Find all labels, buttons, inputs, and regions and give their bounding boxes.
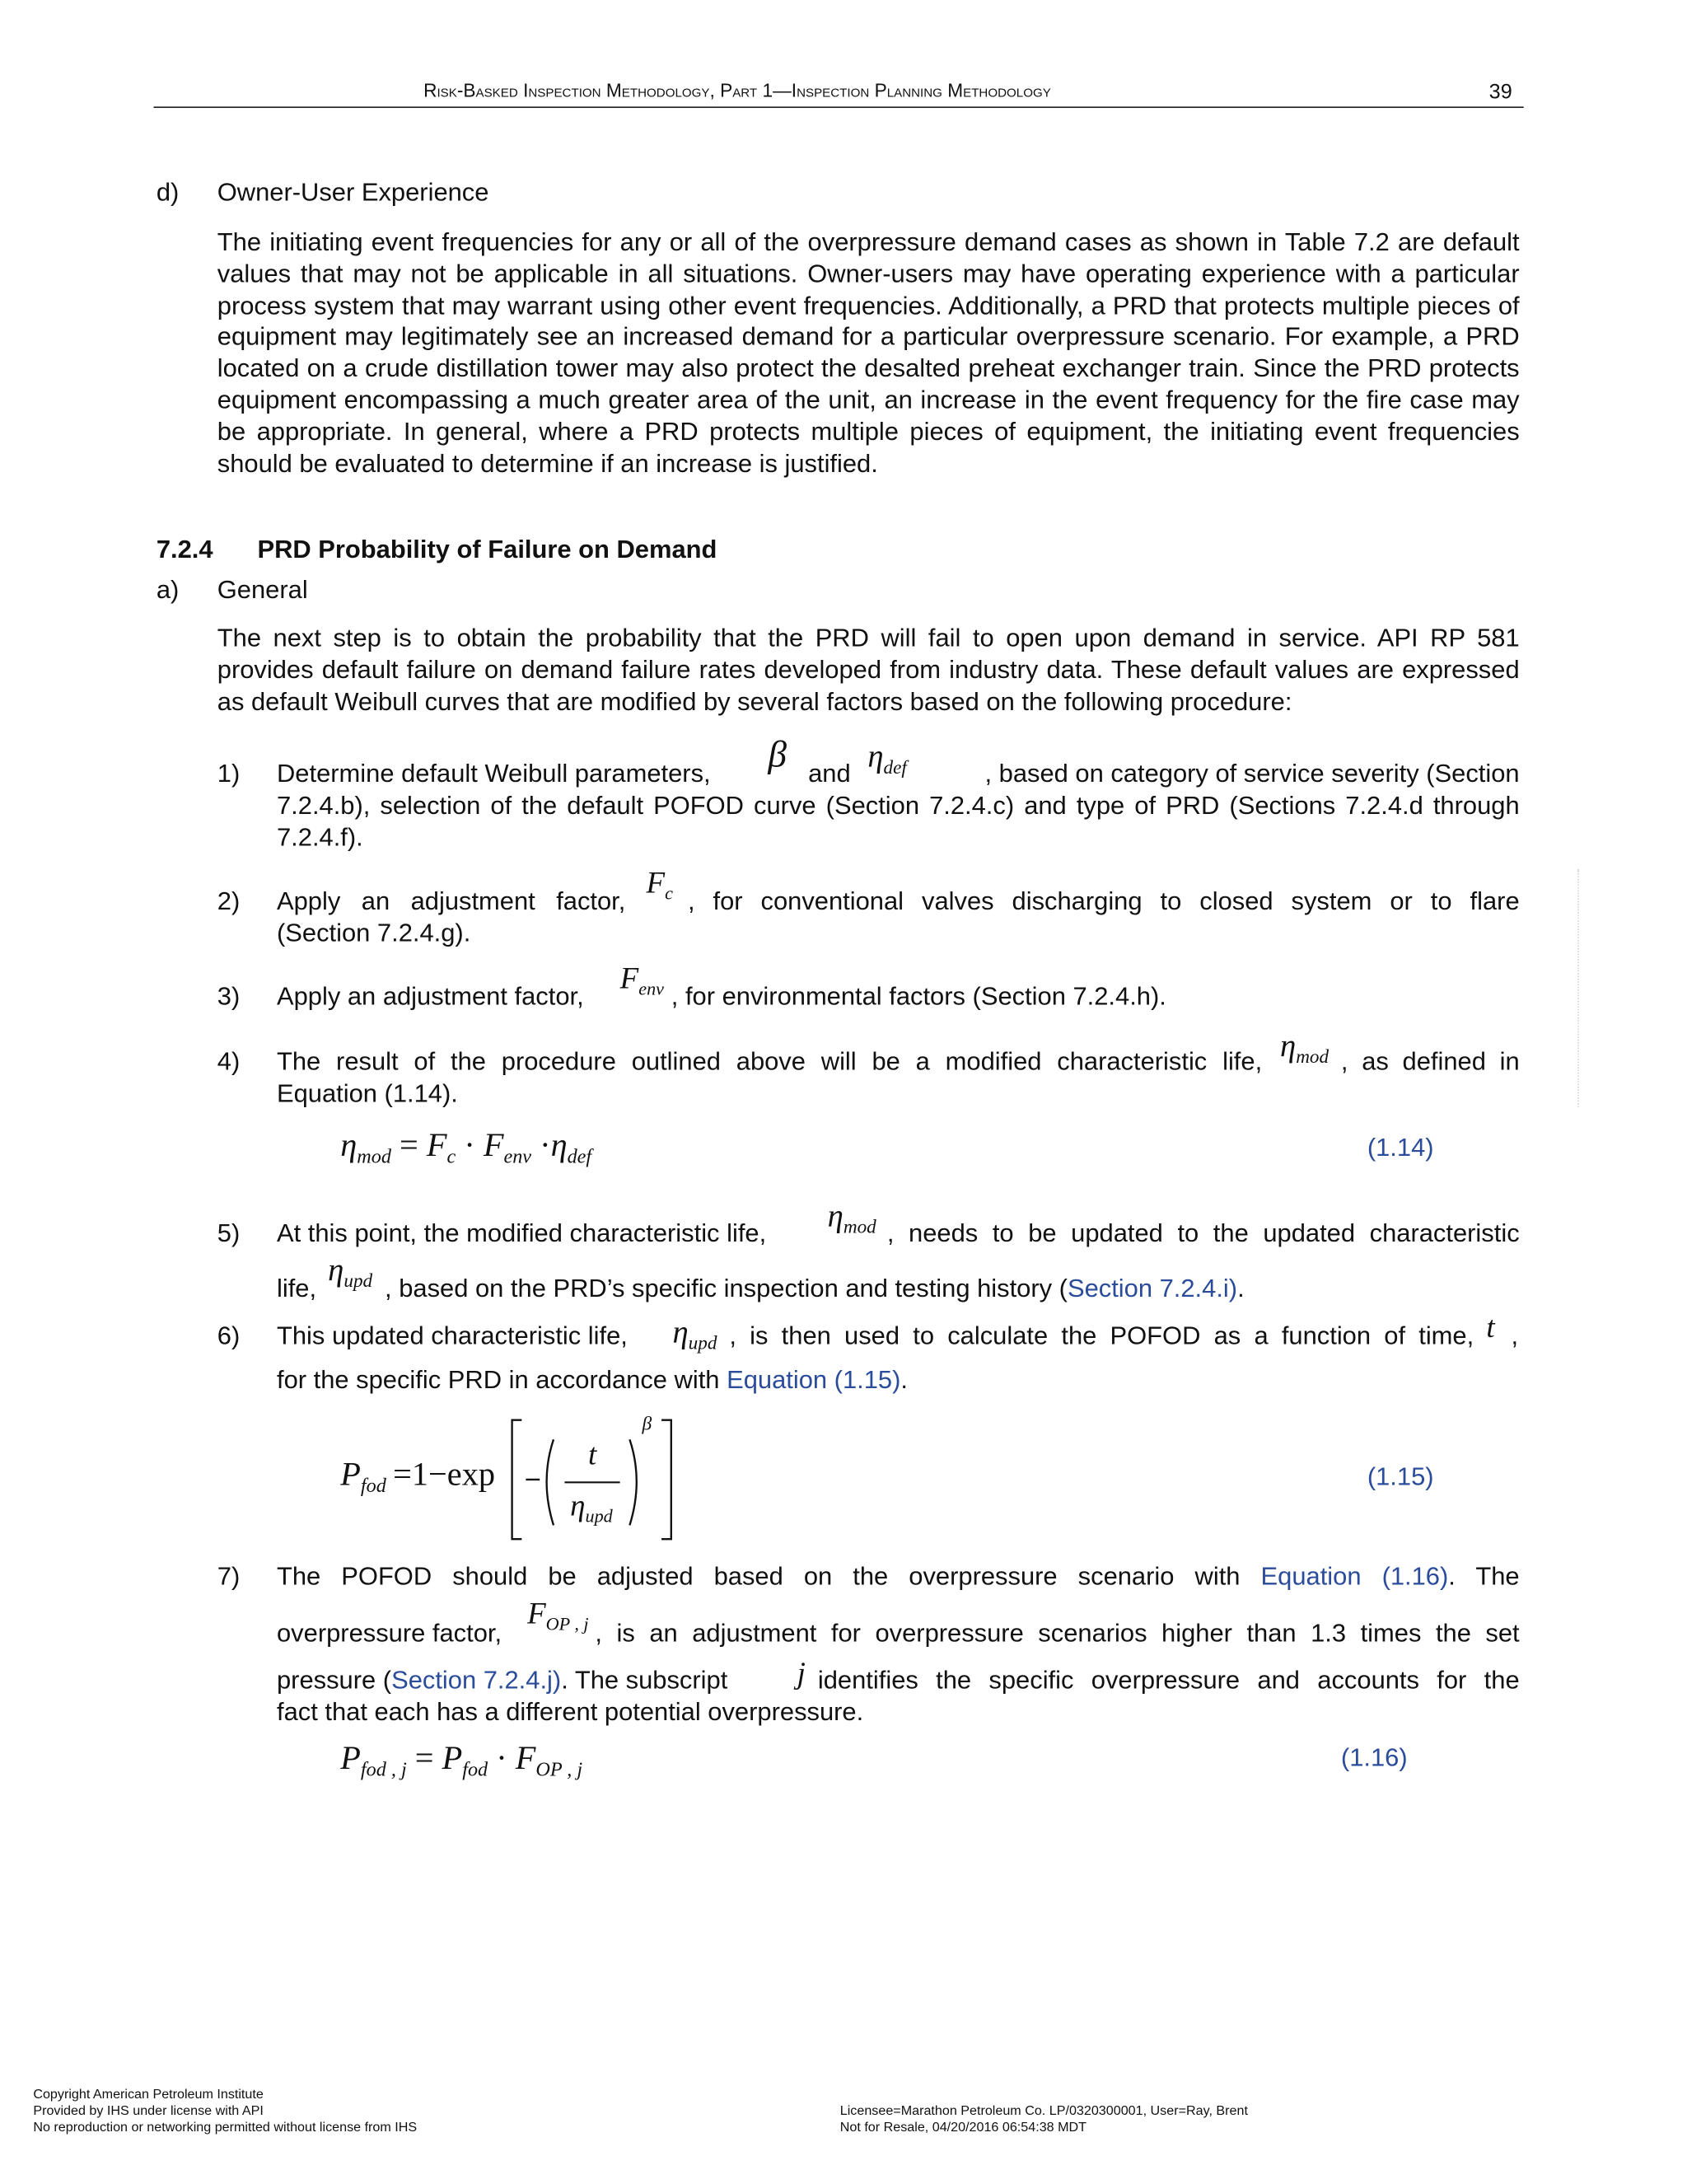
step-7-text-e: pressure (Section 7.2.4.j). The subscript (277, 1665, 728, 1695)
eta-mod-symbol: $\eta_{mod}$ (1280, 1028, 1330, 1067)
step-2-text-a: Apply an adjustment factor, (277, 886, 626, 915)
step-4-text-a: The result of the procedure outlined above will be a modified characteristic life, (277, 1046, 1263, 1076)
fenv-symbol: $F_{env}$ (619, 960, 665, 999)
step-2-number: 2) (217, 886, 241, 915)
running-header-title: Risk-Basked Inspection Methodology, Part 1—Inspection Planning Methodology (423, 80, 1051, 101)
step-3-text-a: Apply an adjustment factor, (277, 981, 584, 1011)
section-number: 7.2.4 (156, 534, 213, 564)
eta-def-symbol: $\eta_{def}$ (867, 739, 907, 778)
footer-line: No reproduction or networking permitted without license from IHS (33, 2120, 418, 2136)
step-4-number: 4) (217, 1046, 241, 1076)
section-7-2-4-i-link[interactable]: Section 7.2.4.i) (1067, 1273, 1238, 1302)
step-7-number: 7) (217, 1561, 241, 1591)
step-4-text-rest: Equation (1.14). (277, 1078, 458, 1107)
equation-number-1-14: (1.14) (1367, 1132, 1434, 1162)
section-heading: PRD Probability of Failure on Demand (257, 534, 717, 564)
pfod-lhs: $P_{fod}$ (340, 1457, 386, 1498)
step-7-text-d: , is an adjustment for overpressure scenarios higher than 1.3 times the set (595, 1617, 1520, 1648)
eta-upd-symbol: $\eta_{upd}$ (328, 1252, 373, 1292)
step-1-number: 1) (217, 758, 241, 788)
step-6-text-d: for the specific PRD in accordance with Equation (1.15). (277, 1364, 909, 1394)
equation-rhs: =1−exp (393, 1457, 496, 1494)
step-5-text-a: At this point, the modified characteristic life, (277, 1218, 767, 1247)
t-numerator: t (588, 1436, 597, 1471)
step-2-text-rest: (Section 7.2.4.g). (277, 917, 471, 947)
footer-right (840, 2104, 1248, 2137)
step-6-number: 6) (217, 1320, 241, 1349)
step-5-text-b: , needs to be updated to the updated characteristic (886, 1218, 1520, 1247)
section-a-paragraph: The next step is to obtain the probability that the PRD will fail to open upon demand in service. API RP 581 provides default failure on demand failure rates developed from industry data. These default values are expressed as default Weibull curves that are modified by several factors based on the following procedure: (217, 623, 1520, 715)
step-6-text-a: This updated characteristic life, (277, 1320, 628, 1349)
step-1-text-a: Determine default Weibull parameters, (277, 758, 711, 788)
j-symbol: j (797, 1655, 806, 1691)
footer-line: Copyright American Petroleum Institute (33, 2087, 264, 2102)
fopj-symbol: $F_{OP , j}$ (527, 1596, 589, 1634)
equation-number-1-16: (1.16) (1340, 1742, 1408, 1772)
step-5-text-c: life, (277, 1273, 317, 1302)
step-5-text-d: , based on the PRD’s specific inspection and testing history (Section 7.2.4.i). (385, 1273, 1245, 1302)
footer-line: Licensee=Marathon Petroleum Co. LP/0320300001, User=Ray, Brent (839, 2103, 1248, 2120)
step-2-text-b: , for conventional valves discharging to closed system or to flare (687, 886, 1520, 915)
beta-symbol: β (768, 733, 787, 775)
list-marker-a: a) (156, 574, 180, 604)
eta-upd-denominator: $\eta_{upd}$ (570, 1488, 613, 1527)
step-4-text-b: , as defined in (1340, 1046, 1520, 1076)
equation-number-1-15: (1.15) (1367, 1461, 1434, 1491)
step-7-line-1: The POFOD should be adjusted based on the overpressure scenario with Equation (1.16). The (277, 1561, 1520, 1591)
beta-exponent: β (642, 1414, 652, 1436)
footer-line: Not for Resale, 04/20/2016 06:54:38 MDT (839, 2120, 1087, 2136)
step-1-text-c: , based on category of service severity (Section (984, 758, 1520, 788)
section-a-title: General (217, 574, 308, 604)
equation-1-15 (332, 1412, 692, 1545)
page-number: 39 (1488, 80, 1512, 104)
section-d-paragraph: The initiating event frequencies for any or all of the overpressure demand cases as shown in Table 7.2 are default values that may not be applicable in all situations. Owner-users may have operating experience with a particular process system that may warrant using other event frequencies. Additionally, a PRD that protects multiple pieces of equipment may legitimately see an increased demand for a particular overpressure scenario. For example, a PRD located on a crude distillation tower may also protect the desalted preheat exchanger train. Since the PRD protects equipment encompassing a much greater area of the unit, an increase in the event frequency for the fire case may be appropriate. In general, where a PRD protects multiple pieces of equipment, the initiating event frequencies should be evaluated to determine if an increase is justified. (217, 227, 1520, 477)
step-5-number: 5) (217, 1218, 241, 1247)
eta-upd-symbol-step6: $\eta_{upd}$ (672, 1315, 717, 1354)
step-7-text-rest: fact that each has a different potential overpressure. (277, 1696, 864, 1726)
footer-left (33, 2087, 417, 2136)
list-marker-d: d) (156, 177, 180, 207)
section-d-title: Owner-User Experience (217, 177, 489, 207)
step-3-text-b: , for environmental factors (Section 7.2.4.h). (671, 981, 1166, 1011)
equation-1-14: $\eta_{mod} = F_c \cdot F_{env} \cdot\eta_{def}$ (340, 1128, 592, 1168)
equation-1-16: $P_{fod , j} = P_{fod} \cdot F_{OP , j}$ (340, 1741, 583, 1782)
fc-symbol: $F_c$ (646, 865, 674, 904)
margin-marks (1577, 869, 1582, 1107)
step-1-text-rest: 7.2.4.b), selection of the default POFOD curve (Section 7.2.4.c) and type of PRD (Sections 7.2.4.d through 7.2.4.f). (277, 790, 1520, 851)
step-3-number: 3) (217, 981, 241, 1011)
equation-1-16-link[interactable]: Equation (1.16) (1260, 1561, 1449, 1591)
equation-1-15-link[interactable]: Equation (1.15) (727, 1364, 901, 1394)
footer-line: Provided by IHS under license with API (33, 2103, 264, 2120)
step-6-text-c: , (1511, 1320, 1519, 1349)
step-6-text-b: , is then used to calculate the POFOD as a function of time, (729, 1320, 1474, 1349)
t-symbol: t (1486, 1309, 1495, 1345)
eta-mod-symbol-step5: $\eta_{mod}$ (827, 1198, 876, 1237)
header-rule (153, 106, 1523, 108)
step-7-text-g: identifies the specific overpressure and accounts for the (817, 1665, 1520, 1695)
section-7-2-4-j-link[interactable]: Section 7.2.4.j) (391, 1665, 562, 1695)
step-1-text-b: and (808, 758, 851, 788)
step-7-text-c: overpressure factor, (277, 1617, 502, 1648)
